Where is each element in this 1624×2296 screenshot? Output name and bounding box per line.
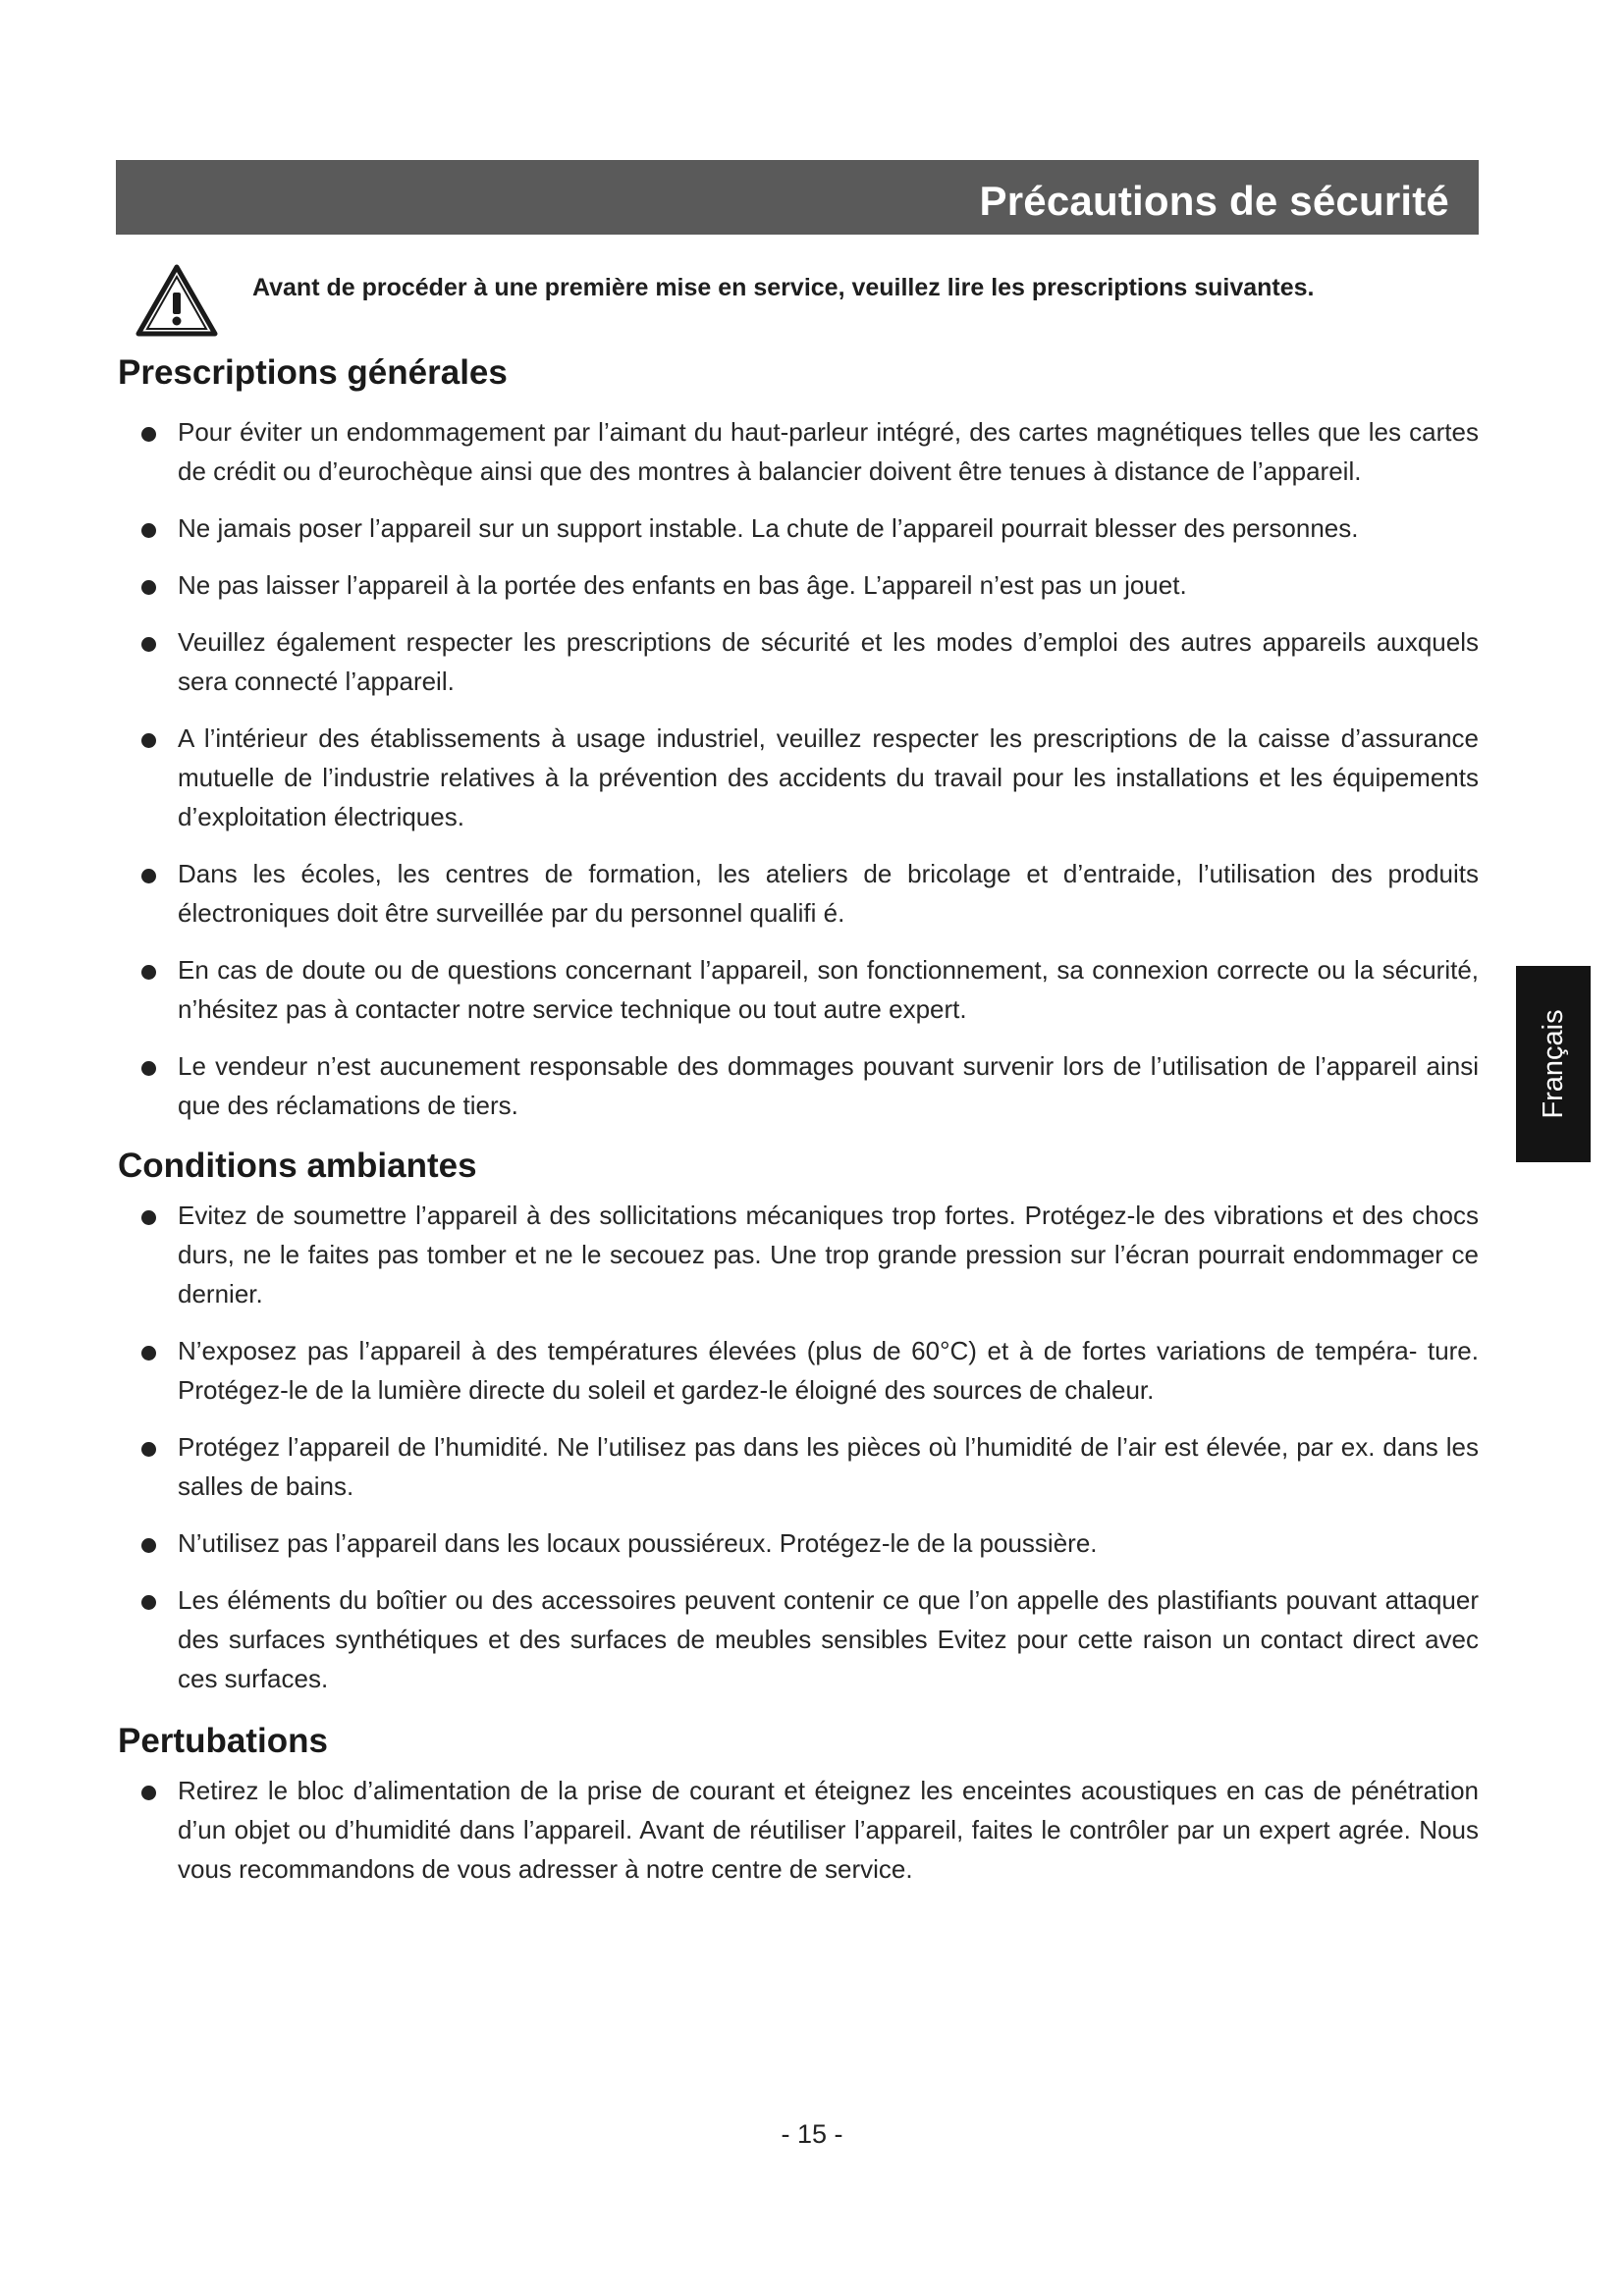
- bullet-icon: [141, 1538, 156, 1553]
- section-heading: Prescriptions générales: [118, 353, 508, 392]
- list-item-text: N’utilisez pas l’appareil dans les locaux poussiéreux. Protégez-le de la poussière.: [178, 1528, 1098, 1558]
- list-item: [118, 412, 1481, 491]
- list-item: [118, 565, 1481, 605]
- list-item-text: Retirez le bloc d’alimentation de la prise de courant et éteignez les enceintes acoustiques en cas de pénétration d’un objet ou d’humidité dans l’appareil. Avant de réutiliser l’appareil, faites le contrôler par un expert agrée. Nous vous recommandons de vous adresser à notre centre de service.: [178, 1776, 1479, 1884]
- bullet-icon: [141, 1061, 156, 1076]
- list-item-text: A l’intérieur des établissements à usage industriel, veuillez respecter les prescriptions de la caisse d’assurance mutuelle de l’industrie relatives à la prévention des accidents du travail pour les installations et les équipements d’exploitation électriques.: [178, 723, 1479, 831]
- bullet-icon: [141, 869, 156, 883]
- list-item: [118, 719, 1481, 836]
- page-title: Précautions de sécurité: [979, 178, 1449, 224]
- list-item: [118, 1046, 1481, 1125]
- language-tab: [1516, 966, 1591, 1162]
- bullet-icon: [141, 733, 156, 748]
- warning-text: Avant de procéder à une première mise en service, veuillez lire les prescriptions suivantes.: [252, 274, 1315, 301]
- warning-notice: [135, 257, 1479, 340]
- list-item-text: En cas de doute ou de questions concernant l’appareil, son fonctionnement, sa connexion correcte ou la sécurité, n’hésitez pas à contacter notre service technique ou tout autre expert.: [178, 955, 1479, 1024]
- list-item-text: Evitez de soumettre l’appareil à des sollicitations mécaniques trop fortes. Protégez-le des vibrations et des chocs durs, ne le faites pas tomber et ne le secouez pas. Une trop grande pression sur l’écran pourrait endommager ce dernier.: [178, 1201, 1479, 1308]
- bullet-icon: [141, 637, 156, 652]
- list-item-text: Pour éviter un endommagement par l’aimant du haut-parleur intégré, des cartes magnétiques telles que les cartes de crédit ou d’eurochèque ainsi que des montres à balancier doivent être tenues à distance de l’appareil.: [178, 417, 1479, 486]
- bullet-icon: [141, 427, 156, 442]
- list-item: [118, 950, 1481, 1029]
- bullet-icon: [141, 1442, 156, 1457]
- list-item-text: Le vendeur n’est aucunement responsable des dommages pouvant survenir lors de l’utilisation de l’appareil ainsi que des réclamations de tiers.: [178, 1051, 1479, 1120]
- list-item-text: Ne pas laisser l’appareil à la portée des enfants en bas âge. L’appareil n’est pas un jouet.: [178, 570, 1187, 600]
- bullet-icon: [141, 1786, 156, 1800]
- list-item-text: Les éléments du boîtier ou des accessoires peuvent contenir ce que l’on appelle des plastifiants pouvant attaquer des surfaces synthétiques et des surfaces de meubles sensibles Evitez pour cette raison un contact direct avec ces surfaces.: [178, 1585, 1479, 1693]
- section-general-prescriptions: [118, 353, 1481, 1125]
- section-ambient-conditions: [118, 1147, 1481, 1698]
- list-item: [118, 1523, 1481, 1563]
- list-item: [118, 1196, 1481, 1313]
- language-tab-label: Français: [1538, 1009, 1569, 1119]
- bullet-list: [118, 1196, 1481, 1698]
- bullet-icon: [141, 1595, 156, 1610]
- list-item: [118, 622, 1481, 701]
- safety-content: [118, 353, 1481, 1889]
- bullet-icon: [141, 1210, 156, 1225]
- warning-triangle-icon: [135, 263, 218, 338]
- bullet-icon: [141, 523, 156, 538]
- section-heading: Conditions ambiantes: [118, 1147, 477, 1185]
- list-item: [118, 1427, 1481, 1506]
- list-item-text: N’exposez pas l’appareil à des températures élevées (plus de 60°C) et à de fortes variations de tempéra- ture. Protégez-le de la lumière directe du soleil et gardez-le éloigné des sources de chaleur.: [178, 1336, 1479, 1405]
- section-disturbances: [118, 1722, 1481, 1889]
- list-item: [118, 1331, 1481, 1410]
- bullet-icon: [141, 580, 156, 595]
- bullet-icon: [141, 1346, 156, 1361]
- bullet-list: [118, 1771, 1481, 1889]
- list-item: [118, 1771, 1481, 1889]
- list-item: [118, 1580, 1481, 1698]
- list-item-text: Ne jamais poser l’appareil sur un support instable. La chute de l’appareil pourrait blesser des personnes.: [178, 513, 1359, 543]
- list-item: [118, 508, 1481, 548]
- header-bar: [116, 160, 1479, 235]
- list-item-text: Veuillez également respecter les prescriptions de sécurité et les modes d’emploi des autres appareils auxquels sera connecté l’appareil.: [178, 627, 1479, 696]
- list-item: [118, 854, 1481, 933]
- page-number: - 15 -: [781, 2119, 843, 2149]
- bullet-list: [118, 412, 1481, 1125]
- bullet-icon: [141, 965, 156, 980]
- section-heading: Pertubations: [118, 1722, 328, 1760]
- list-item-text: Dans les écoles, les centres de formation, les ateliers de bricolage et d’entraide, l’utilisation des produits électroniques doit être surveillée par du personnel qualifi é.: [178, 859, 1479, 928]
- list-item-text: Protégez l’appareil de l’humidité. Ne l’utilisez pas dans les pièces où l’humidité de l’air est élevée, par ex. dans les salles de bains.: [178, 1432, 1479, 1501]
